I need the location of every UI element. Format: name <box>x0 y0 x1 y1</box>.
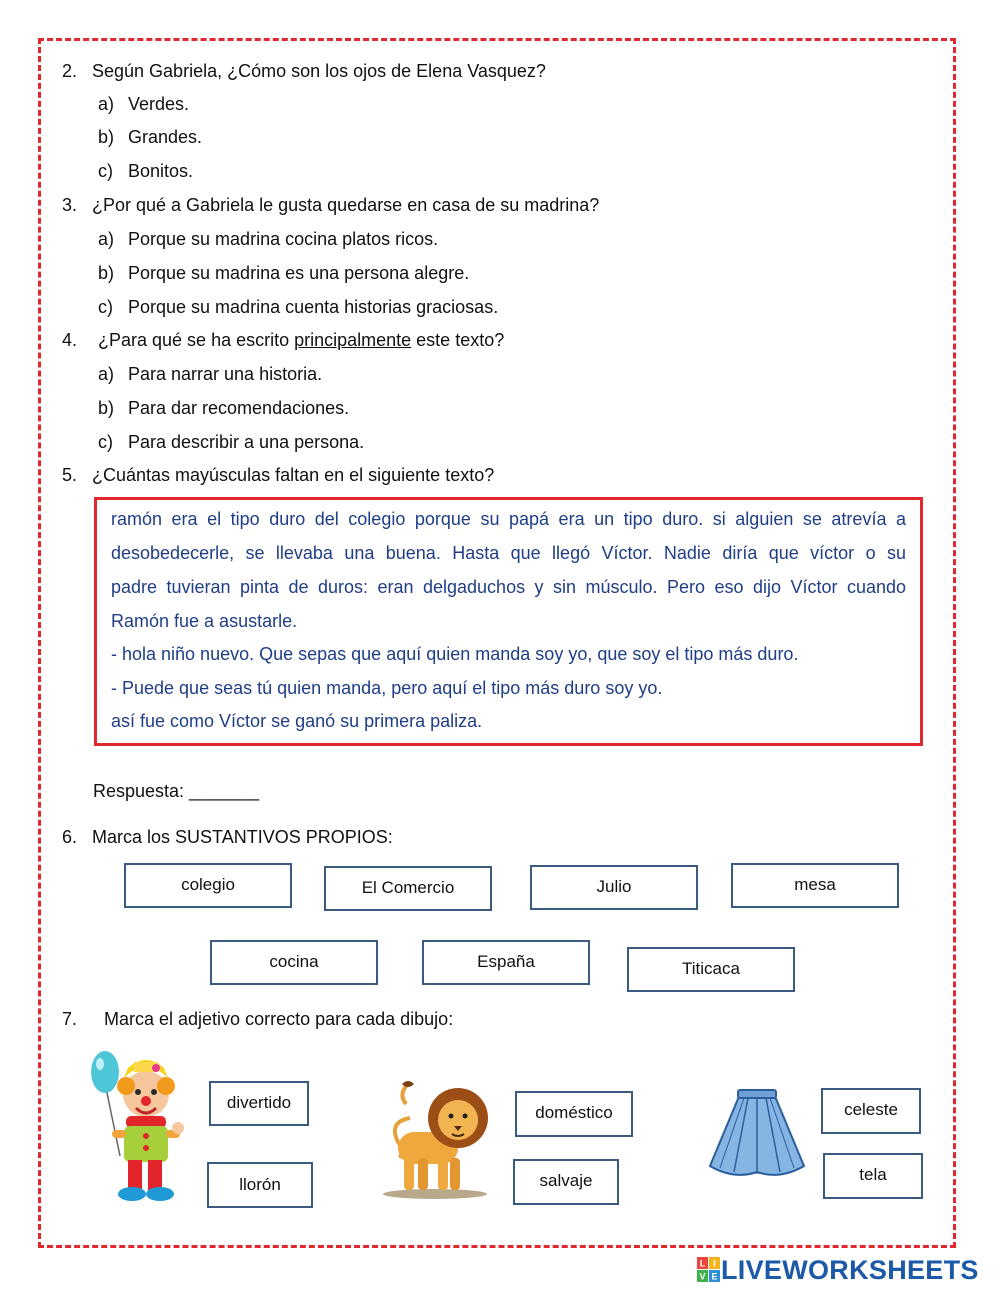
logo-letter: I <box>713 1258 716 1269</box>
lion-picture <box>380 1078 492 1200</box>
q2-option-c[interactable]: c) Bonitos. <box>98 161 194 181</box>
word-box-celeste[interactable]: celeste <box>821 1088 921 1134</box>
brand-name: LIVEWORKSHEETS <box>721 1254 979 1285</box>
word-box-tela[interactable]: tela <box>823 1153 923 1199</box>
question-number: 4. <box>62 330 78 350</box>
word-box-divertido[interactable]: divertido <box>209 1081 309 1126</box>
passage-line: así fue como Víctor se ganó su primera paliza. <box>111 711 483 731</box>
liveworksheets-logo <box>697 1255 979 1285</box>
q3-option-c[interactable]: c) Porque su madrina cuenta historias graciosas. <box>98 297 499 317</box>
q2-option-b[interactable]: b) Grandes. <box>98 127 203 147</box>
clown-picture <box>86 1048 186 1206</box>
question-text: Marca el adjetivo correcto para cada dibujo: <box>104 1009 454 1029</box>
word-box-mesa[interactable]: mesa <box>731 863 899 908</box>
question-5 <box>62 464 494 486</box>
passage-line: padre tuvieran pinta de duros: eran delgaduchos y sin músculo. Pero eso dijo Víctor cuando <box>111 577 906 597</box>
question-7 <box>62 1008 453 1030</box>
logo-icon <box>697 1257 721 1283</box>
question-text: Marca los SUSTANTIVOS PROPIOS: <box>92 827 393 847</box>
question-number: 6. <box>62 827 78 847</box>
q4-option-c[interactable]: c) Para describir a una persona. <box>98 432 365 452</box>
word-box-julio[interactable]: Julio <box>530 865 698 910</box>
passage-line: - Puede que seas tú quien manda, pero aquí el tipo más duro soy yo. <box>111 678 663 698</box>
question-number: 5. <box>62 465 78 485</box>
logo-letter: V <box>699 1271 706 1282</box>
passage-box <box>94 497 923 746</box>
question-2 <box>62 60 546 82</box>
question-text: ¿Por qué a Gabriela le gusta quedarse en casa de su madrina? <box>92 195 600 215</box>
word-box-el-comercio[interactable]: El Comercio <box>324 866 492 911</box>
question-3 <box>62 194 599 216</box>
question-text: ¿Cuántas mayúsculas faltan en el siguiente texto? <box>92 465 495 485</box>
question-4: 4. ¿Para qué se ha escrito principalmente este texto? <box>62 330 505 350</box>
question-text: Según Gabriela, ¿Cómo son los ojos de Elena Vasquez? <box>92 61 546 81</box>
word-box-salvaje[interactable]: salvaje <box>513 1159 619 1205</box>
logo-letter: L <box>699 1258 706 1269</box>
q4-option-a[interactable]: a) Para narrar una historia. <box>98 364 323 384</box>
q3-option-a[interactable]: a) Porque su madrina cocina platos ricos. <box>98 229 439 249</box>
question-number: 3. <box>62 195 78 215</box>
q2-option-a[interactable]: a) Verdes. <box>98 94 190 114</box>
question-number: 2. <box>62 61 78 81</box>
passage-line: desobedecerle, se llevaba una buena. Hasta que llegó Víctor. Nadie diría que víctor o su <box>111 543 906 563</box>
passage-line: Ramón fue a asustarle. <box>111 611 298 631</box>
logo-letter: E <box>711 1271 718 1282</box>
word-box-espana[interactable]: España <box>422 940 590 985</box>
word-box-domestico[interactable]: doméstico <box>515 1091 633 1137</box>
answer-field[interactable]: Respuesta: _______ <box>93 781 260 801</box>
passage-line: ramón era el tipo duro del colegio porque su papá era un tipo duro. si alguien se atrevía a <box>111 509 906 529</box>
word-box-titicaca[interactable]: Titicaca <box>627 947 795 992</box>
word-box-colegio[interactable]: colegio <box>124 863 292 908</box>
q3-option-b[interactable]: b) Porque su madrina es una persona alegre. <box>98 263 470 283</box>
question-number: 7. <box>62 1009 78 1029</box>
word-box-lloron[interactable]: llorón <box>207 1162 313 1208</box>
skirt-picture <box>704 1088 810 1180</box>
passage-line: - hola niño nuevo. Que sepas que aquí quien manda soy yo, que soy el tipo más duro. <box>111 644 799 664</box>
q4-option-b[interactable]: b) Para dar recomendaciones. <box>98 398 350 418</box>
question-6 <box>62 826 393 848</box>
underlined-word: principalmente <box>294 330 412 350</box>
word-box-cocina[interactable]: cocina <box>210 940 378 985</box>
